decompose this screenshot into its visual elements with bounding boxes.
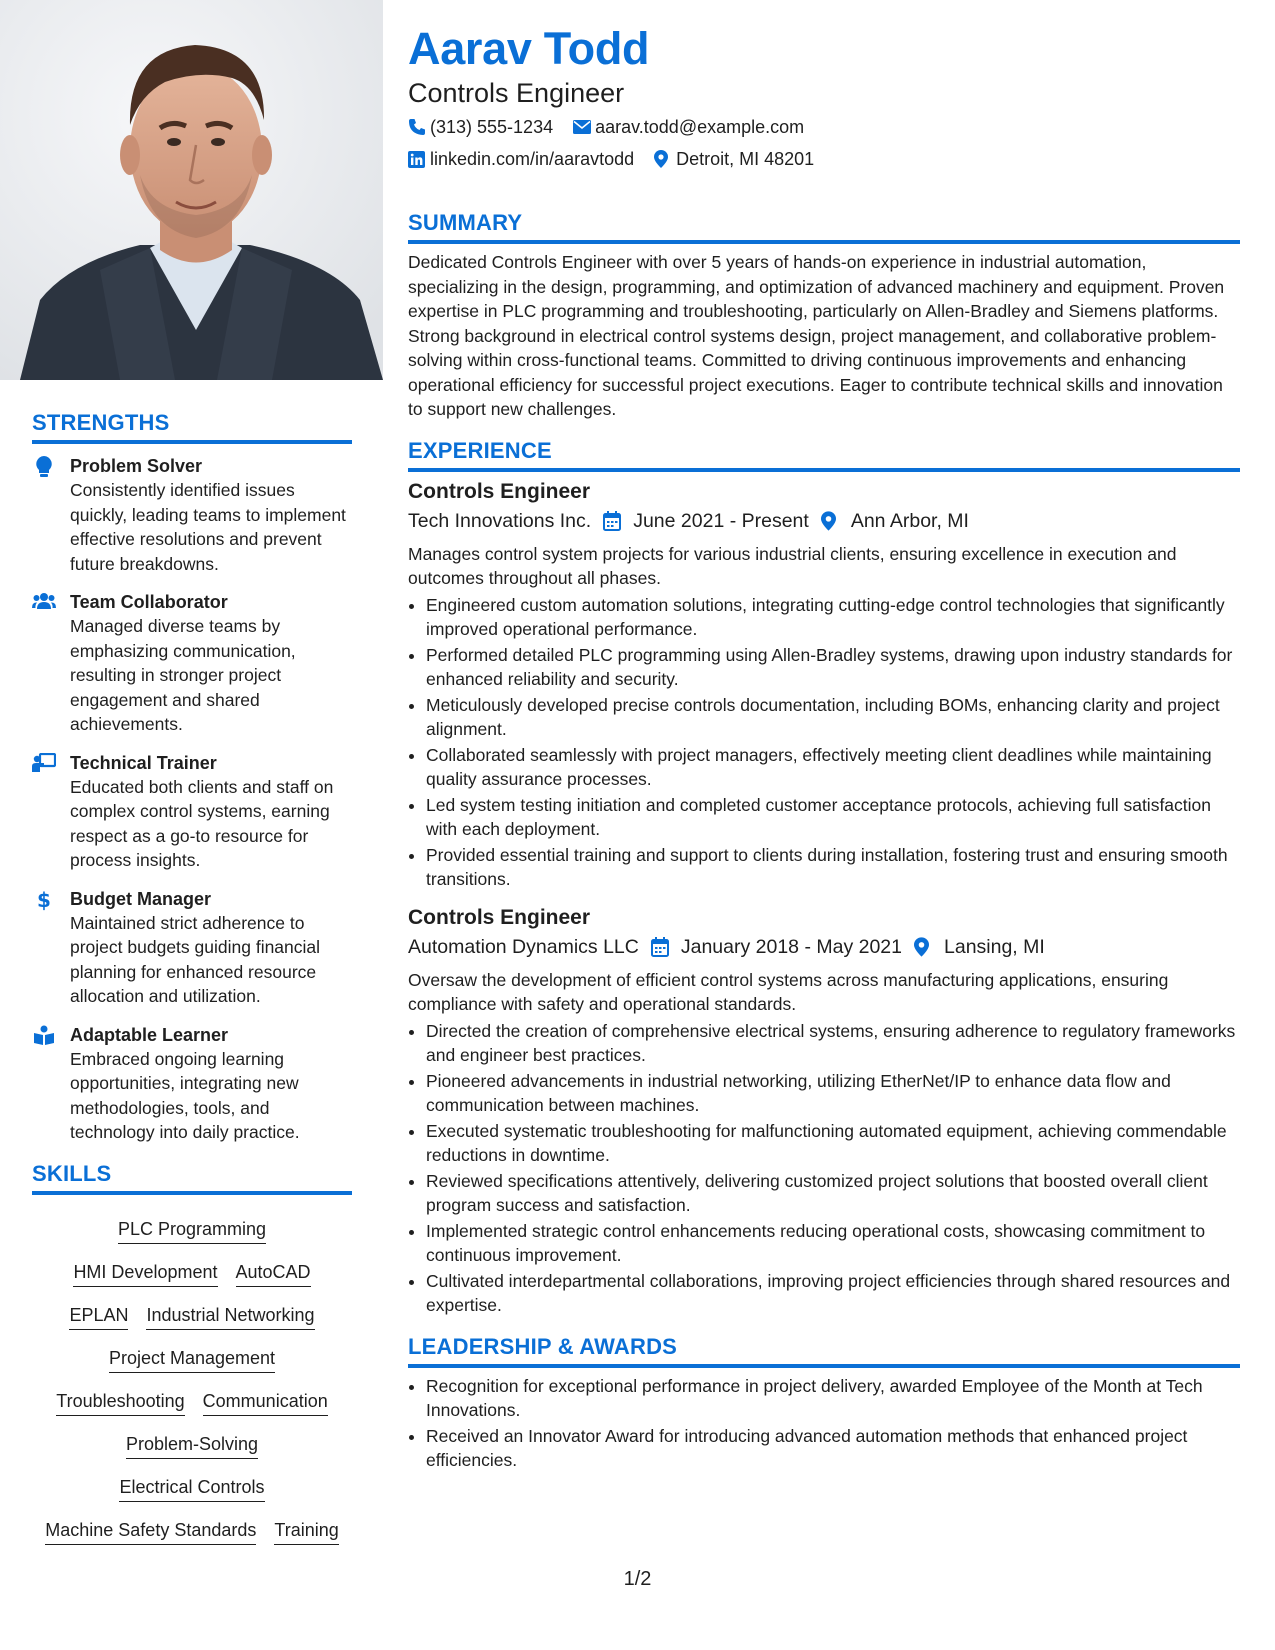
company-name: Automation Dynamics LLC [408,935,639,958]
contact-row [408,144,1240,174]
location-contact [654,144,814,174]
strength-description: Maintained strict adherence to project budgets guiding financial planning for enhanced resource allocation and utilization. [70,912,321,1006]
skill-tag: Project Management [109,1346,275,1373]
strength-description: Consistently identified issues quickly, leading teams to implement effective resolutions and prevent future breakdowns. [70,480,346,574]
strength-title: Problem Solver [70,456,203,476]
strength-title: Technical Trainer [70,752,217,773]
strength-description: Managed diverse teams by emphasizing communication, resulting in stronger project engagement and shared achievements. [70,616,296,734]
bullet-item: • Provided essential training and support to clients during installation, fostering trust and ensuring smooth transitions. [426,843,1240,892]
skill-tag: Machine Safety Standards [45,1518,256,1545]
job-meta [408,932,1240,962]
profile-photo-illustration [0,0,383,380]
awards-heading: LEADERSHIP & AWARDS [408,1334,1240,1368]
contact-row [408,112,1240,142]
job-bullets [408,593,1240,892]
job-bullets [408,1019,1240,1318]
profile-photo [0,0,383,380]
bullet-item: • Implemented strategic control enhancements reducing operational costs, showcasing commitment to continuous improvement. [426,1219,1240,1268]
strength-item [32,1023,352,1145]
email-address: aarav.todd@example.com [595,117,805,137]
summary-section [408,210,1240,422]
bullet-item: • Pioneered advancements in industrial networking, utilizing EtherNet/IP to enhance data flow and communication between machines. [426,1069,1240,1118]
skill-tag: Industrial Networking [146,1303,314,1330]
job-location: Ann Arbor, MI [850,509,969,532]
phone-contact[interactable] [408,112,553,142]
job-meta [408,506,1240,536]
skill-tag: Training [274,1518,338,1545]
bullet-item: • Received an Innovator Award for introducing advanced automation methods that enhanced project efficiencies. [426,1424,1240,1473]
strength-title: Adaptable Learner [70,1024,229,1045]
experience-heading: EXPERIENCE [408,438,1240,472]
strength-item [32,887,352,1009]
job-entry [408,904,1240,1318]
strength-title: Team Collaborator [70,592,228,612]
company-name: Tech Innovations Inc. [408,509,592,532]
candidate-title: Controls Engineer [408,78,625,108]
skill-tag: AutoCAD [236,1260,311,1287]
users-icon [32,592,56,616]
bullet-item: • Directed the creation of comprehensive electrical systems, ensuring adherence to regulatory frameworks and engineer best practices. [426,1019,1240,1068]
sidebar [0,0,383,1650]
page-number: 1/2 [623,1568,652,1590]
strengths-heading: STRENGTHS [32,410,352,444]
bullet-item: • Collaborated seamlessly with project managers, effectively meeting client deadlines while maintaining quality assurance processes. [426,743,1240,792]
bullet-item: • Recognition for exceptional performance in project delivery, awarded Employee of the Month at Tech Innovations. [426,1374,1240,1423]
job-entry [408,478,1240,892]
awards-bullets [408,1374,1240,1473]
strength-item [32,454,352,576]
job-dates: June 2021 - Present [633,509,809,532]
summary-heading: SUMMARY [408,210,1240,244]
envelope-icon [573,118,591,136]
skill-tag: Problem-Solving [126,1432,258,1459]
linkedin-icon [408,150,426,168]
phone-icon [408,118,426,136]
phone-number: (313) 555-1234 [430,117,554,137]
candidate-name: Aarav Todd [408,23,650,74]
strength-title: Budget Manager [70,888,212,909]
job-location: Lansing, MI [944,935,1045,958]
lightbulb-icon [32,456,56,480]
job-summary: Manages control system projects for various industrial clients, ensuring excellence in execution and outcomes throughout all phases. [408,543,1177,588]
awards-section [408,1334,1240,1473]
strength-item [32,590,352,737]
skills-heading: SKILLS [32,1161,352,1195]
bullet-item: • Meticulously developed precise controls documentation, including BOMs, enhancing clarity and project alignment. [426,693,1240,742]
skills-list [32,1205,352,1545]
job-dates: January 2018 - May 2021 [680,935,902,958]
map-marker-icon [821,511,841,531]
map-marker-icon [654,150,672,168]
skill-tag: EPLAN [69,1303,128,1330]
bullet-item: • Performed detailed PLC programming using Allen-Bradley systems, drawing upon industry standards for enhanced reliability and security. [426,643,1240,692]
skill-tag: HMI Development [73,1260,217,1287]
map-marker-icon [914,937,934,957]
bullet-item: • Executed systematic troubleshooting for malfunctioning automated equipment, achieving commendable reductions in downtime. [426,1119,1240,1168]
linkedin-url: linkedin.com/in/aaravtodd [430,149,635,169]
svg-text:$: $ [37,888,51,911]
dollar-icon [32,889,56,913]
job-summary: Oversaw the development of efficient control systems across manufacturing applications, ensuring compliance with safety and operational standards. [408,969,1169,1014]
job-title: Controls Engineer [408,479,591,503]
skill-tag: Communication [203,1389,328,1416]
skill-tag: Electrical Controls [119,1475,264,1502]
bullet-item: • Engineered custom automation solutions, integrating cutting-edge control technologies that significantly improved operational performance. [426,593,1240,642]
strength-item [32,751,352,873]
skills-section [32,1161,352,1545]
calendar-icon [603,511,623,531]
experience-section [408,438,1240,1318]
main-content [408,22,1240,1474]
job-title: Controls Engineer [408,905,591,929]
summary-text: Dedicated Controls Engineer with over 5 years of hands-on experience in industrial automation, specializing in the design, programming, and optimization of advanced machinery and equipment. Proven expertise in PLC programming and troubleshooting, particularly on Allen-Bradley and Siemens platforms. Strong background in electrical control systems design, project management, and collaborative problem-solving within cross-functional teams. Committed to driving continuous improvements and enhancing operational efficiency for successful project executions. Eager to contribute technical skills and innovation to support new challenges. [408,252,1225,419]
bullet-item: • Led system testing initiation and completed customer acceptance protocols, achieving full satisfaction with each deployment. [426,793,1240,842]
bullet-item: • Cultivated interdepartmental collaborations, improving project efficiencies through shared resources and expertise. [426,1269,1240,1318]
calendar-icon [651,937,671,957]
location-text: Detroit, MI 48201 [676,149,815,169]
email-contact[interactable] [573,112,804,142]
skill-tag: Troubleshooting [56,1389,184,1416]
strength-description: Educated both clients and staff on complex control systems, earning respect as a go-to resource for process insights. [70,776,334,870]
linkedin-contact[interactable] [408,144,634,174]
skill-tag: PLC Programming [118,1217,266,1244]
strength-description: Embraced ongoing learning opportunities, integrating new methodologies, tools, and technology into daily practice. [70,1048,300,1142]
sidebar-content [32,410,352,1545]
book-reader-icon [32,1025,56,1049]
chalkboard-teacher-icon [32,753,56,777]
bullet-item: • Reviewed specifications attentively, delivering customized project solutions that boosted overall client program success and satisfaction. [426,1169,1240,1218]
